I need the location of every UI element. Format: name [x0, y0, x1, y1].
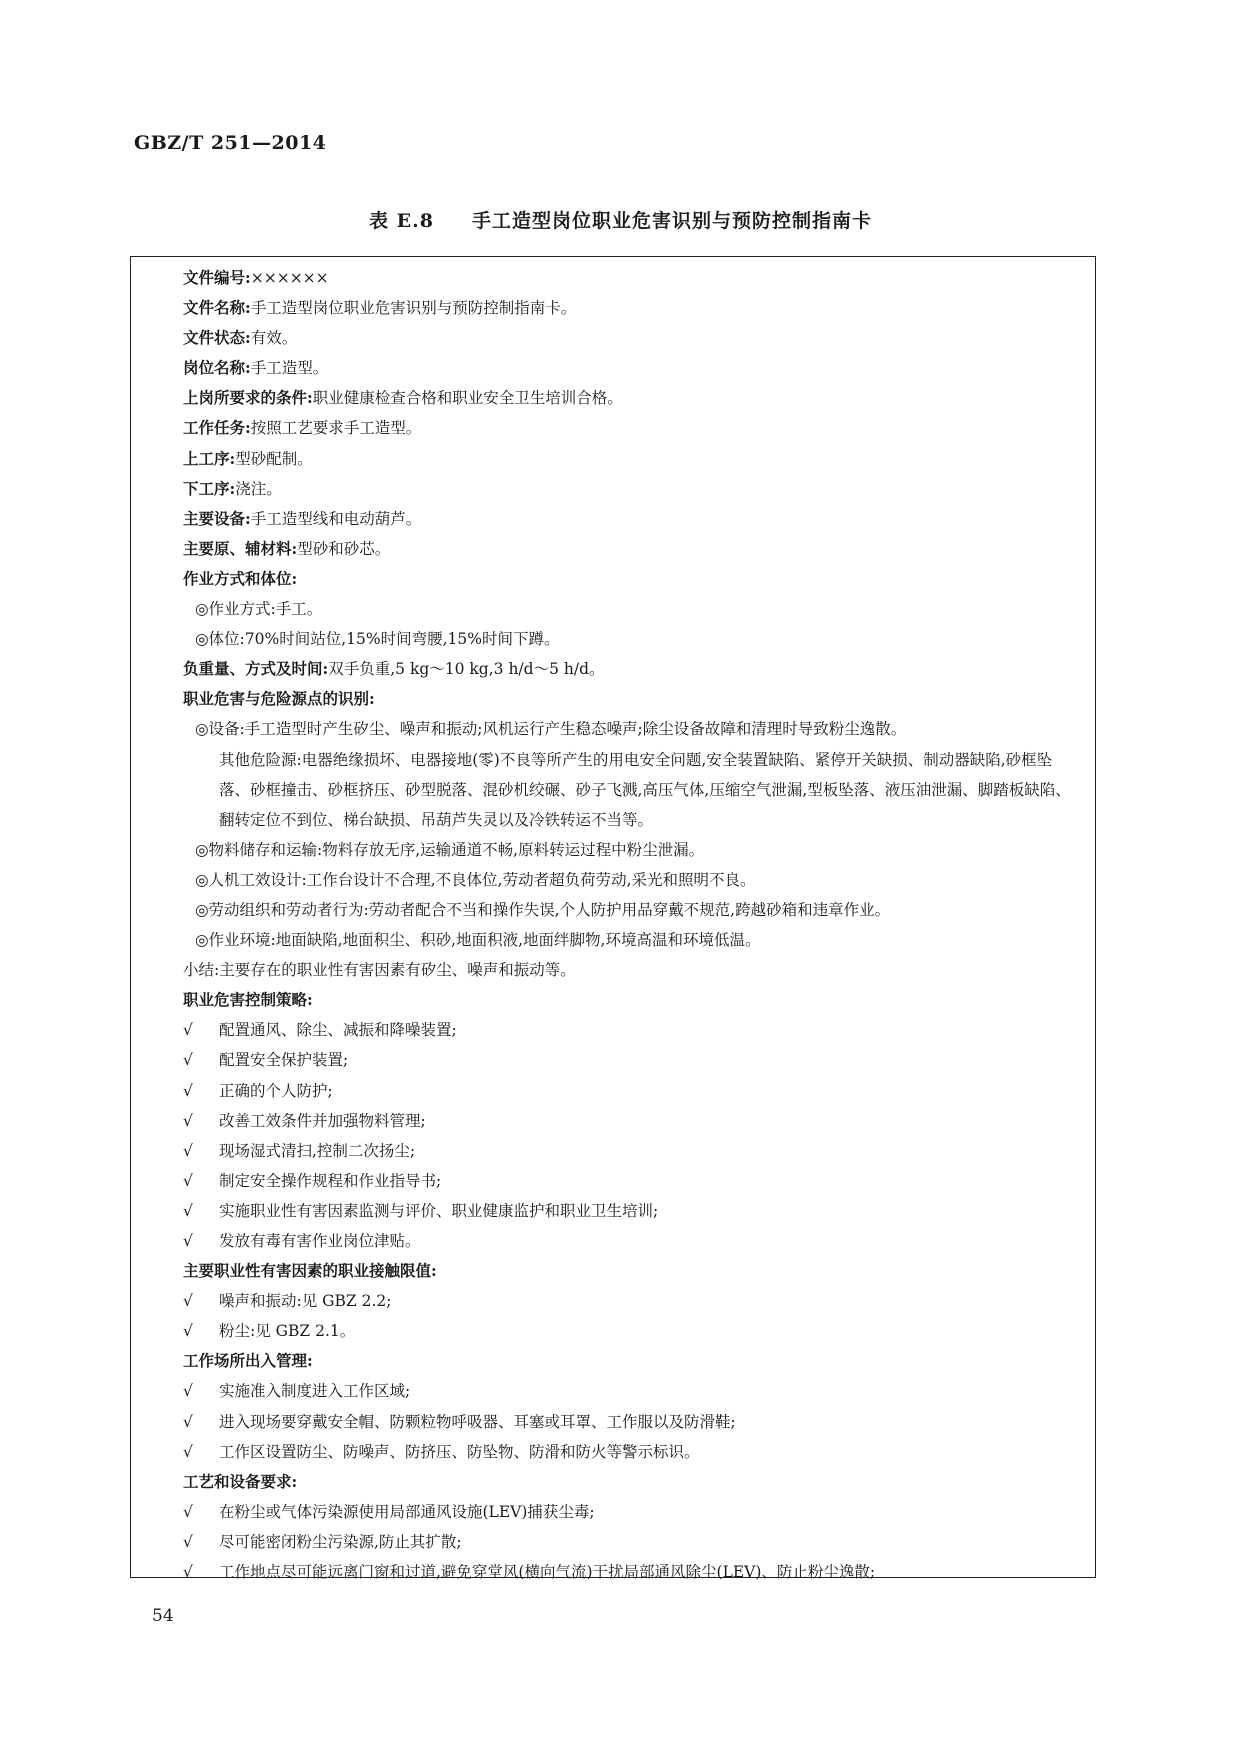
process-item: [183, 1557, 1075, 1587]
control-item: [183, 1196, 1075, 1226]
check-mark-icon: √: [183, 1502, 193, 1521]
control-item: [183, 1136, 1075, 1166]
field-label: 主要原、辅材料:: [183, 538, 298, 558]
check-mark-icon: √: [183, 1111, 193, 1130]
check-mark-icon: √: [183, 1081, 193, 1100]
page-header-doc-id: GBZ/T 251—2014: [134, 132, 327, 154]
access-item: [183, 1437, 1075, 1467]
page-number: 54: [152, 1606, 174, 1626]
field-file-status: [183, 323, 1075, 353]
load-line: [183, 654, 1075, 684]
control-item: [183, 1166, 1075, 1196]
limits-item: [183, 1286, 1075, 1316]
field-value: 手工造型岗位职业危害识别与预防控制指南卡。: [250, 299, 577, 318]
check-mark-icon: √: [183, 1412, 193, 1431]
access-item: [183, 1407, 1075, 1437]
field-file-name: [183, 293, 1075, 323]
access-item-text: 实施准入制度进入工作区域;: [219, 1382, 411, 1401]
field-file-number: [183, 263, 1075, 293]
load-label: 负重量、方式及时间:: [183, 659, 329, 679]
field-post-name: [183, 353, 1075, 383]
hazard-item: ◎作业环境:地面缺陷,地面积尘、积砂,地面积液,地面绊脚物,环境高温和环境低温。: [195, 931, 761, 950]
control-item-text: 改善工效条件并加强物料管理;: [219, 1111, 426, 1130]
field-label: 文件编号:: [183, 268, 251, 287]
hazards-heading: 职业危害与危险源点的识别:: [183, 689, 375, 709]
table-number: 表 E.8: [369, 210, 434, 232]
check-mark-icon: √: [183, 1232, 193, 1250]
check-mark-icon: √: [183, 1171, 193, 1190]
work-mode-item: ◎体位:70%时间站位,15%时间弯腰,15%时间下蹲。: [195, 630, 560, 649]
check-mark-icon: √: [183, 1201, 193, 1220]
hazard-item: ◎物料储存和运输:物料存放无序,运输通道不畅,原料转运过程中粉尘泄漏。: [195, 840, 705, 859]
field-label: 上工序:: [183, 448, 236, 468]
check-mark-icon: √: [183, 1292, 193, 1311]
control-item-text: 配置通风、除尘、减振和降噪装置;: [219, 1021, 457, 1040]
field-materials: [183, 534, 1075, 564]
field-value: 型砂配制。: [235, 449, 313, 468]
field-value: 按照工艺要求手工造型。: [250, 419, 422, 438]
hazard-item: ◎劳动组织和劳动者行为:劳动者配合不当和操作失误,个人防护用品穿戴不规范,跨越砂箱和违章作业。: [195, 900, 891, 919]
process-item-text: 工作地点尽可能远离门窗和过道,避免穿堂风(横向气流)干扰局部通风除尘(LEV)、防止粉尘逸散;: [219, 1563, 876, 1582]
field-value: 有效。: [250, 329, 298, 348]
field-label: 上岗所要求的条件:: [183, 388, 313, 408]
check-mark-icon: √: [183, 1322, 193, 1341]
check-mark-icon: √: [183, 1382, 193, 1401]
field-value: 职业健康检查合格和职业安全卫生培训合格。: [312, 389, 623, 408]
control-item-text: 发放有毒有害作业岗位津贴。: [219, 1232, 421, 1250]
limits-item: [183, 1316, 1075, 1346]
process-item-text: 尽可能密闭粉尘污染源,防止其扩散;: [219, 1532, 462, 1551]
check-mark-icon: √: [183, 1532, 193, 1551]
work-mode-item: ◎作业方式:手工。: [195, 600, 323, 619]
field-label: 主要设备:: [183, 508, 251, 528]
hazard-equipment: ◎设备:手工造型时产生矽尘、噪声和振动;风机运行产生稳态噪声;除尘设备故障和清理时导致粉尘逸散。: [195, 720, 907, 739]
process-heading: 工艺和设备要求:: [183, 1471, 298, 1491]
access-item: [183, 1376, 1075, 1406]
field-value: 手工造型线和电动葫芦。: [250, 509, 422, 528]
load-value: 双手负重,5 kg～10 kg,3 h/d～5 h/d。: [328, 660, 605, 679]
card-content: [183, 263, 1075, 1587]
field-label: 下工序:: [183, 478, 236, 498]
field-equipment: [183, 504, 1075, 534]
check-mark-icon: √: [183, 1563, 193, 1582]
field-value: 型砂和砂芯。: [297, 539, 391, 558]
field-requirements: [183, 383, 1075, 413]
hazard-summary: 小结:主要存在的职业性有害因素有矽尘、噪声和振动等。: [183, 961, 576, 980]
access-item-text: 进入现场要穿戴安全帽、防颗粒物呼吸器、耳塞或耳罩、工作服以及防滑鞋;: [219, 1412, 736, 1431]
control-item: [183, 1015, 1075, 1045]
check-mark-icon: √: [183, 1141, 193, 1160]
field-value: 浇注。: [235, 479, 282, 498]
table-title-text: 手工造型岗位职业危害识别与预防控制指南卡: [471, 210, 872, 232]
field-label: 工作任务:: [183, 418, 251, 438]
work-mode-heading: 作业方式和体位:: [183, 568, 298, 588]
field-label: 文件状态:: [183, 328, 251, 348]
control-item-text: 制定安全操作规程和作业指导书;: [219, 1171, 442, 1190]
check-mark-icon: √: [183, 1442, 193, 1461]
process-item: [183, 1497, 1075, 1527]
control-item-text: 配置安全保护装置;: [219, 1051, 349, 1070]
process-item-text: 在粉尘或气体污染源使用局部通风设施(LEV)捕获尘毒;: [219, 1502, 595, 1521]
control-heading: 职业危害控制策略:: [183, 990, 313, 1010]
table-title: [0, 206, 1241, 233]
access-heading: 工作场所出入管理:: [183, 1351, 313, 1371]
hazard-other-sources: 其他危险源:电器绝缘损坏、电器接地(零)不良等所产生的用电安全问题,安全装置缺陷、紧停开关缺损、制动器缺陷,砂框坠落、砂框撞击、砂框挤压、砂型脱落、混砂机绞碾、砂子飞溅,高压气体,压缩空气泄漏,型板坠落、液压油泄漏、脚踏板缺陷、翻转定位不到位、梯台缺损、吊葫芦失灵以及冷铁转运不当等。: [219, 750, 1071, 829]
control-item: [183, 1106, 1075, 1136]
limits-item-text: 粉尘:见 GBZ 2.1。: [219, 1322, 356, 1341]
control-item-text: 现场湿式清扫,控制二次扬尘;: [219, 1141, 416, 1160]
control-item-text: 实施职业性有害因素监测与评价、职业健康监护和职业卫生培训;: [219, 1201, 659, 1220]
field-previous-process: [183, 444, 1075, 474]
field-task: [183, 413, 1075, 443]
field-value: ××××××: [250, 269, 329, 287]
control-item: [183, 1226, 1075, 1256]
process-item: [183, 1527, 1075, 1557]
field-value: 手工造型。: [250, 359, 329, 378]
limits-item-text: 噪声和振动:见 GBZ 2.2;: [219, 1292, 392, 1311]
control-item: [183, 1076, 1075, 1106]
access-item-text: 工作区设置防尘、防噪声、防挤压、防坠物、防滑和防火等警示标识。: [219, 1442, 700, 1461]
hazard-item: ◎人机工效设计:工作台设计不合理,不良体位,劳动者超负荷劳动,采光和照明不良。: [195, 870, 756, 889]
check-mark-icon: √: [183, 1021, 193, 1040]
control-item-text: 正确的个人防护;: [219, 1081, 333, 1100]
field-label: 岗位名称:: [183, 358, 251, 378]
field-label: 文件名称:: [183, 298, 251, 318]
check-mark-icon: √: [183, 1051, 193, 1070]
limits-heading: 主要职业性有害因素的职业接触限值:: [183, 1261, 437, 1281]
field-next-process: [183, 474, 1075, 504]
control-item: [183, 1045, 1075, 1075]
guide-card: [130, 256, 1096, 1582]
